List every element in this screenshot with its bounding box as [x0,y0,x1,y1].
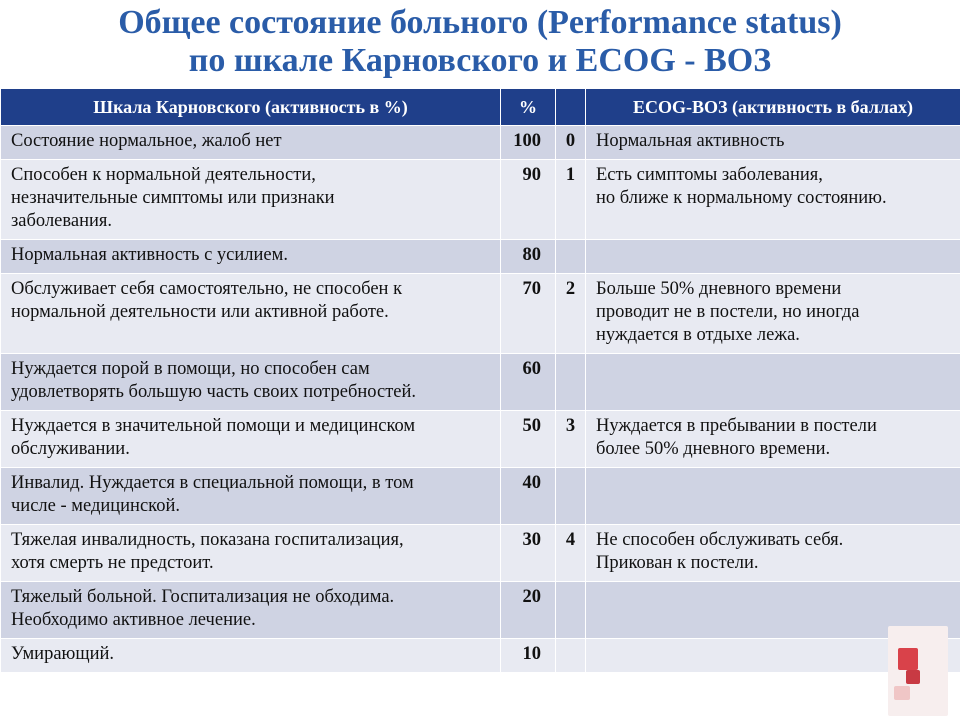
ecog-grade [556,240,586,274]
ecog-grade: 4 [556,525,586,582]
karnofsky-description: Состояние нормальное, жалоб нет [1,126,501,160]
karnofsky-description: Умирающий. [1,639,501,673]
header-ecog: ECOG-ВОЗ (активность в баллах) [586,89,960,126]
karnofsky-percent: 40 [501,468,556,525]
table-row [1,639,960,673]
karnofsky-percent: 80 [501,240,556,274]
karnofsky-percent: 70 [501,274,556,354]
karnofsky-description: Инвалид. Нуждается в специальной помощи, в том числе - медицинской. [1,468,501,525]
title-line-1: Общее состояние больного (Performance status) [118,4,842,41]
decorative-pixel-blocks [870,620,960,720]
page-title [0,4,960,80]
karnofsky-percent: 90 [501,160,556,240]
karnofsky-percent: 20 [501,582,556,639]
karnofsky-percent: 30 [501,525,556,582]
karnofsky-percent: 60 [501,354,556,411]
ecog-grade: 0 [556,126,586,160]
karnofsky-percent: 100 [501,126,556,160]
ecog-grade: 3 [556,411,586,468]
performance-status-table [0,88,960,673]
table-row [1,468,960,525]
ecog-description [586,468,960,525]
ecog-description: Не способен обслуживать себя. Прикован к постели. [586,525,960,582]
ecog-grade [556,582,586,639]
ecog-description: Есть симптомы заболевания, но ближе к нормальному состоянию. [586,160,960,240]
table-row [1,274,960,354]
karnofsky-percent: 10 [501,639,556,673]
karnofsky-description: Тяжелая инвалидность, показана госпитализация, хотя смерть не предстоит. [1,525,501,582]
table-row [1,582,960,639]
table-row [1,126,960,160]
karnofsky-description: Обслуживает себя самостоятельно, не способен к нормальной деятельности или активной работе. [1,274,501,354]
ecog-description [586,354,960,411]
table-header-row [1,89,960,126]
table-row [1,354,960,411]
table-row [1,411,960,468]
karnofsky-description: Нуждается в значительной помощи и медицинском обслуживании. [1,411,501,468]
header-percent: % [501,89,556,126]
ecog-grade [556,468,586,525]
ecog-grade: 2 [556,274,586,354]
ecog-description: Нуждается в пребывании в постели более 50% дневного времени. [586,411,960,468]
table-row [1,240,960,274]
ecog-grade [556,639,586,673]
title-line-2: по шкале Карновского и ECOG - ВОЗ [188,42,772,79]
karnofsky-description: Тяжелый больной. Госпитализация не обходима. Необходимо активное лечение. [1,582,501,639]
karnofsky-description: Нуждается порой в помощи, но способен сам удовлетворять большую часть своих потребностей. [1,354,501,411]
ecog-grade: 1 [556,160,586,240]
table-row [1,160,960,240]
ecog-grade [556,354,586,411]
ecog-description: Нормальная активность [586,126,960,160]
header-grade [556,89,586,126]
karnofsky-description: Способен к нормальной деятельности, незначительные симптомы или признаки заболевания. [1,160,501,240]
table-row [1,525,960,582]
karnofsky-description: Нормальная активность с усилием. [1,240,501,274]
header-karnofsky: Шкала Карновского (активность в %) [1,89,501,126]
karnofsky-percent: 50 [501,411,556,468]
ecog-description: Больше 50% дневного времени проводит не в постели, но иногда нуждается в отдыхе лежа. [586,274,960,354]
ecog-description [586,240,960,274]
